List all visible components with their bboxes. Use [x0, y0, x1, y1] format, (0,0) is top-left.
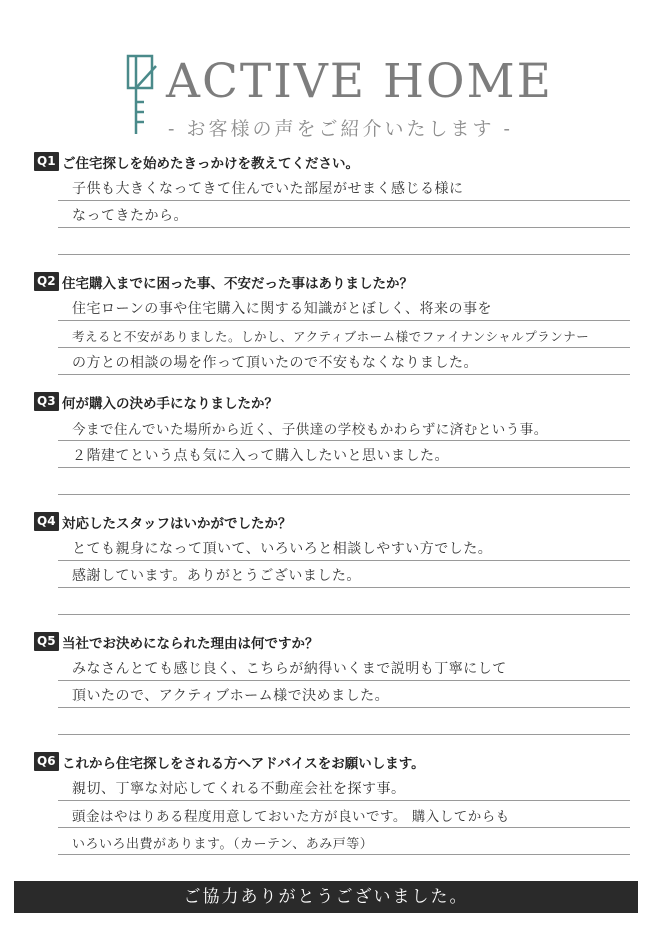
answer-line — [58, 708, 630, 735]
answer-line — [58, 774, 630, 801]
answer-line — [58, 828, 630, 855]
question-badge: Q4 — [34, 512, 59, 531]
key-logo-icon — [122, 52, 162, 138]
answer-line — [58, 294, 630, 321]
answer-text: いろいろ出費があります。（カーテン、あみ戸等） — [72, 837, 374, 852]
answer-text: の方との相談の場を作って頂いたので不安もなくなりました。 — [72, 355, 478, 371]
question-badge: Q3 — [34, 392, 59, 411]
footer-banner: ご協力ありがとうございました。 — [14, 881, 638, 913]
answer-text: 親切、丁寧な対応してくれる不動産会社を探す事。 — [72, 781, 406, 797]
answer-line — [58, 681, 630, 708]
answer-text: 頂いたので、アクティブホーム様で決めました。 — [72, 688, 390, 704]
answer-text: なってきたから。 — [72, 208, 188, 224]
answer-text: 子供も大きくなってきて住んでいた部屋がせまく感じる様に — [72, 181, 464, 197]
answer-text: とても親身になって頂いて、いろいろと相談しやすい方でした。 — [72, 541, 493, 557]
question-section-6 — [34, 750, 624, 855]
answer-text: 頭金はやはりある程度用意しておいた方が良いです。 購入してからも — [72, 809, 510, 825]
answer-line — [58, 348, 630, 375]
answer-line — [58, 321, 630, 348]
question-section-3 — [34, 390, 624, 495]
answer-line — [58, 588, 630, 615]
answer-line — [58, 414, 630, 441]
question-section-4 — [34, 510, 624, 615]
question-section-2 — [34, 270, 624, 375]
answer-text: ２階建てという点も気に入って購入したいと思いました。 — [72, 448, 449, 464]
answer-line — [58, 228, 630, 255]
answer-text: 住宅ローンの事や住宅購入に関する知識がとぼしく、将来の事を — [72, 301, 492, 317]
answer-line — [58, 441, 630, 468]
brand-name: ACTIVE HOME — [166, 54, 553, 109]
question-badge: Q5 — [34, 632, 59, 651]
answer-line — [58, 174, 630, 201]
answer-text: 考えると不安がありました。しかし、アクティブホーム様でファイナンシャルプランナー — [72, 329, 590, 344]
answer-line — [58, 201, 630, 228]
answer-line — [58, 654, 630, 681]
answer-text: みなさんとても感じ良く、こちらが納得いくまで説明も丁寧にして — [72, 661, 507, 677]
header — [0, 0, 659, 150]
question-text: 当社でお決めになられた理由は何ですか？ — [62, 636, 319, 652]
answer-line — [58, 801, 630, 828]
answer-text: 感謝しています。ありがとうございました。 — [72, 568, 361, 584]
question-section-1 — [34, 150, 624, 255]
tagline: - お客様の声をご紹介いたします - — [168, 118, 513, 140]
question-section-5 — [34, 630, 624, 735]
question-text: 対応したスタッフはいかがでしたか？ — [62, 516, 292, 532]
question-text: これから住宅探しをされる方へアドバイスをお願いします。 — [62, 756, 425, 772]
question-text: ご住宅探しを始めたきっかけを教えてください。 — [62, 156, 359, 172]
question-badge: Q6 — [34, 752, 59, 771]
question-badge: Q2 — [34, 272, 59, 291]
answer-line — [58, 561, 630, 588]
answer-line — [58, 534, 630, 561]
question-text: 何が購入の決め手になりましたか？ — [62, 396, 278, 412]
question-badge: Q1 — [34, 152, 59, 171]
answer-text: 今まで住んでいた場所から近く、子供達の学校もかわらずに済むという事。 — [72, 422, 548, 438]
answer-line — [58, 468, 630, 495]
question-text: 住宅購入までに困った事、不安だった事はありましたか？ — [62, 276, 413, 292]
